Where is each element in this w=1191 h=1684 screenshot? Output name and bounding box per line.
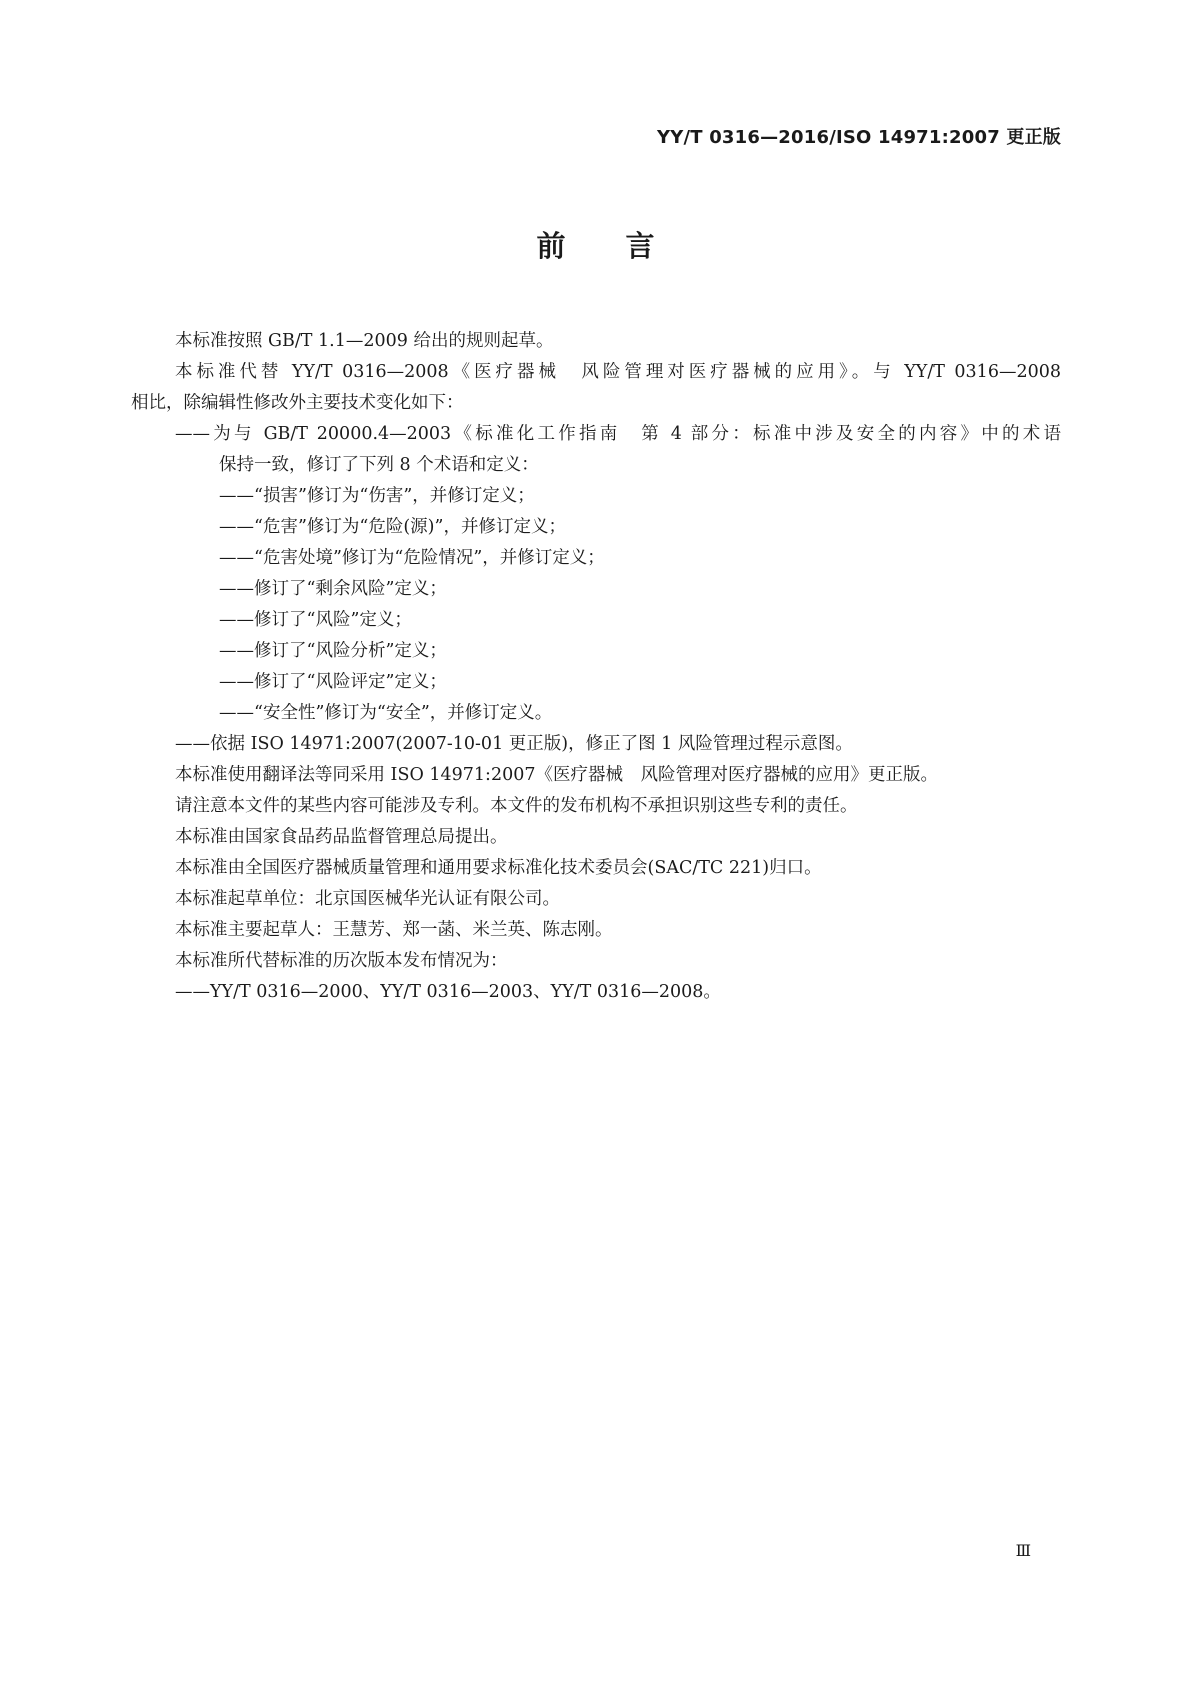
bullet-terms-line1: ——为与 GB/T 20000.4—2003《标准化工作指南 第 4 部分：标准中涉及安全的内容》中的术语 bbox=[175, 424, 1061, 444]
bullet-figure-correction: ——依据 ISO 14971:2007(2007-10-01 更正版)，修正了图 1 风险管理过程示意图。 bbox=[175, 734, 853, 754]
sub-bullet-item: ——“危害处境”修订为“危险情况”，并修订定义； bbox=[219, 548, 605, 568]
paragraph-drafting-unit: 本标准起草单位：北京国医械华光认证有限公司。 bbox=[175, 889, 560, 909]
paragraph-replaces-line2: 相比，除编辑性修改外主要技术变化如下： bbox=[131, 393, 464, 413]
page-number: Ⅲ bbox=[1015, 1541, 1031, 1560]
sub-bullet-item: ——“危害”修订为“危险(源)”，并修订定义； bbox=[219, 517, 566, 537]
page-title: 前言 bbox=[536, 229, 715, 263]
paragraph-proposed-by: 本标准由国家食品药品监督管理总局提出。 bbox=[175, 827, 508, 847]
sub-bullet-item: ——修订了“风险”定义； bbox=[219, 610, 412, 630]
sub-bullet-item: ——“损害”修订为“伤害”，并修订定义； bbox=[219, 486, 535, 506]
paragraph-patent-notice: 请注意本文件的某些内容可能涉及专利。本文件的发布机构不承担识别这些专利的责任。 bbox=[175, 796, 858, 816]
sub-bullet-item: ——修订了“风险分析”定义； bbox=[219, 641, 447, 661]
paragraph-previous-editions: 本标准所代替标准的历次版本发布情况为： bbox=[175, 951, 508, 971]
sub-bullet-item: ——修订了“风险评定”定义； bbox=[219, 672, 447, 692]
sub-bullet-item: ——“安全性”修订为“安全”，并修订定义。 bbox=[219, 703, 553, 723]
paragraph-replaces-line1: 本标准代替 YY/T 0316—2008《医疗器械 风险管理对医疗器械的应用》。与 YY/T 0316—2008 bbox=[175, 362, 1061, 382]
paragraph-drafting-rules: 本标准按照 GB/T 1.1—2009 给出的规则起草。 bbox=[175, 331, 554, 351]
paragraph-technical-committee: 本标准由全国医疗器械质量管理和通用要求标准化技术委员会(SAC/TC 221)归口。 bbox=[175, 858, 822, 878]
paragraph-drafters: 本标准主要起草人：王慧芳、郑一菡、米兰英、陈志刚。 bbox=[175, 920, 613, 940]
paragraph-translation-method: 本标准使用翻译法等同采用 ISO 14971:2007《医疗器械 风险管理对医疗器械的应用》更正版。 bbox=[175, 765, 938, 785]
bullet-previous-editions-list: ——YY/T 0316—2000、YY/T 0316—2003、YY/T 0316—2008。 bbox=[175, 982, 721, 1002]
standard-header: YY/T 0316—2016/ISO 14971:2007 更正版 bbox=[657, 127, 1061, 148]
document-body bbox=[131, 326, 1061, 1008]
bullet-terms-line2: 保持一致，修订了下列 8 个术语和定义： bbox=[219, 455, 539, 475]
sub-bullet-item: ——修订了“剩余风险”定义； bbox=[219, 579, 447, 599]
